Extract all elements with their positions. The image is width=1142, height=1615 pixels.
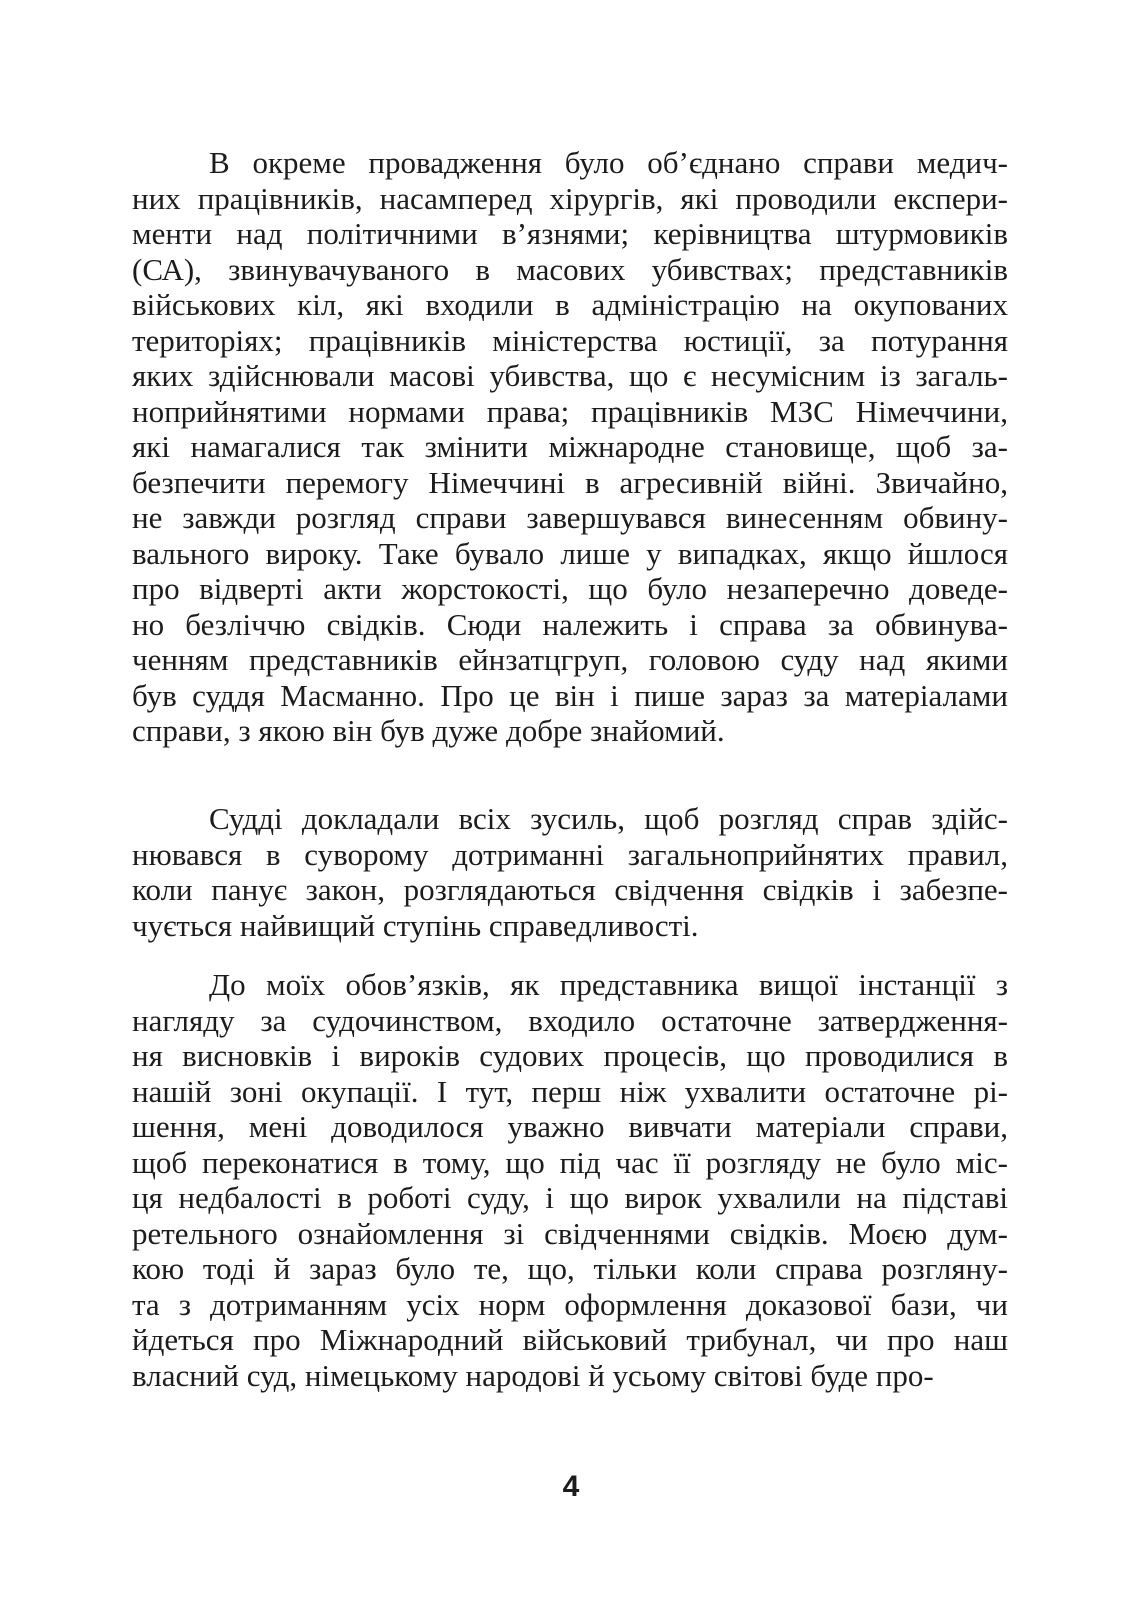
text-line: був суддя Масманно. Про це він і пише зараз за матеріалами [132, 677, 1008, 713]
text-line: чується найвищий ступінь справедливості. [132, 907, 699, 943]
text-line: менти над політичними в’язнями; керівництва штурмовиків [132, 216, 1008, 251]
text-line: щоб переконатися в тому, що під час її розгляду не було міс- [132, 1144, 1008, 1180]
text-line: територіях; працівників міністерства юстиції, за потурання [132, 322, 1008, 358]
text-line: ноприйнятими нормами права; працівників МЗС Німеччини, [132, 393, 1008, 429]
paragraph-3 [132, 967, 1008, 1393]
text-line: яких здійснювали масові убивства, що є несумісним із загаль- [132, 358, 1008, 393]
text-line: но безліччю свідків. Сюди належить і справа за обвинува- [132, 606, 1008, 642]
text-line: нювався в суворому дотриманні загальноприйнятих правил, [132, 836, 1008, 872]
text-line: них працівників, насамперед хірургів, які проводили експери- [132, 180, 1008, 216]
text-line: Судді докладали всіх зусиль, щоб розгляд справ здійс- [209, 801, 1008, 836]
text-line: не завжди розгляд справи завершувався винесенням обвину- [132, 500, 1008, 535]
text-line: про відверті акти жорстокості, що було незаперечно доведе- [132, 571, 1008, 606]
text-line: шення, мені доводилося уважно вивчати матеріали справи, [132, 1109, 1008, 1144]
text-line: кою тоді й зараз було те, що, тільки коли справа розгляну- [132, 1251, 1008, 1286]
text-line: військових кіл, які входили в адміністрацію на окупованих [132, 287, 1008, 322]
text-line: які намагалися так змінити міжнародне становище, щоб за- [132, 429, 1008, 464]
paragraph-2 [132, 801, 1008, 943]
text-line: ретельного ознайомлення зі свідченнями свідків. Моєю дум- [132, 1215, 1008, 1251]
text-line: До моїх обов’язків, як представника вищої інстанції з [209, 967, 1008, 1002]
text-line: справи, з якою він був дуже добре знайомий. [132, 713, 725, 748]
text-line: вального вироку. Таке бувало лише у випадках, якщо йшлося [132, 535, 1008, 571]
text-line: та з дотриманням усіх норм оформлення доказової бази, чи [132, 1286, 1008, 1322]
text-line: нашій зоні окупації. І тут, перш ніж ухвалити остаточне рі- [132, 1073, 1008, 1109]
text-line: коли панує закон, розглядаються свідчення свідків і забезпе- [132, 872, 1008, 907]
text-line: В окреме провадження було об’єднано справи медич- [209, 145, 1008, 180]
text-line: ченням представників ейнзатцгруп, головою суду над якими [132, 642, 1008, 677]
text-line: нагляду за судочинством, входило остаточне затвердження- [132, 1002, 1008, 1038]
text-line: (СА), звинувачуваного в масових убивствах; представників [132, 251, 1008, 287]
text-line: безпечити перемогу Німеччині в агресивній війні. Звичайно, [132, 464, 1008, 500]
text-line: власний суд, німецькому народові й усьому світові буде про- [132, 1357, 934, 1393]
text-line: йдеться про Міжнародний військовий трибунал, чи про наш [132, 1322, 1008, 1357]
text-line: ня висновків і вироків судових процесів, що проводилися в [132, 1038, 1008, 1073]
page-number: 4 [562, 1470, 580, 1503]
paragraph-1 [132, 145, 1008, 749]
text-line: ця недбалості в роботі суду, і що вирок ухвалили на підставі [132, 1180, 1008, 1215]
